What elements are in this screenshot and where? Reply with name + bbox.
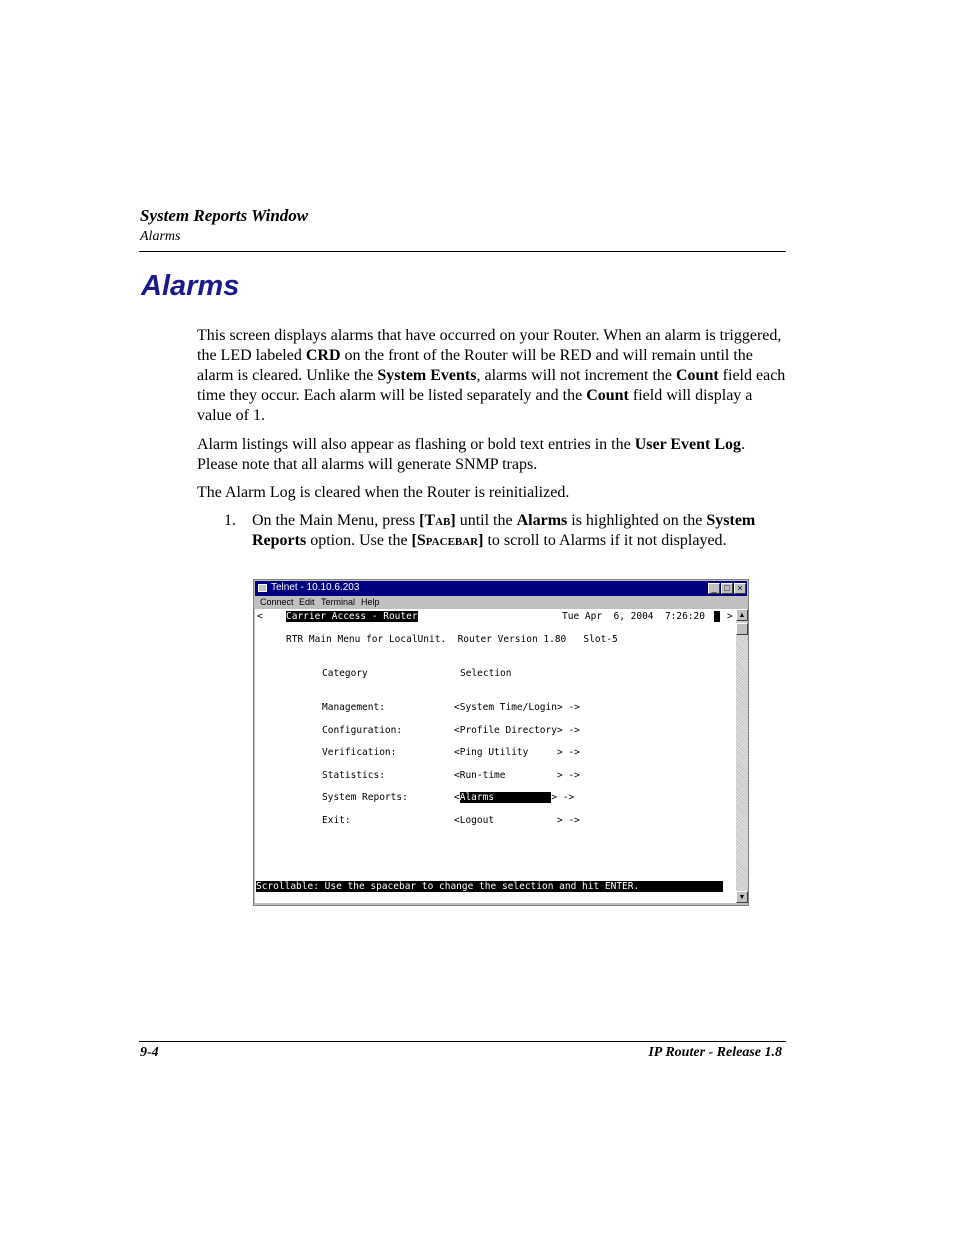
step-alarms: Alarms — [516, 512, 568, 529]
category-configuration: Configuration: — [322, 725, 403, 736]
scroll-thumb[interactable] — [736, 623, 748, 635]
selection-exit[interactable]: <Logout > -> — [454, 815, 580, 826]
header-rule — [139, 251, 786, 252]
menu-help[interactable]: Help — [361, 597, 380, 607]
terminal-screen[interactable] — [255, 609, 736, 903]
step-text-i: to scroll to Alarms if it not displayed. — [483, 532, 727, 549]
vertical-scrollbar[interactable] — [736, 609, 748, 903]
terminal-right-arrow: > — [727, 611, 733, 622]
step-text-c: until the — [455, 512, 517, 529]
menu-terminal[interactable]: Terminal — [321, 597, 356, 607]
p1-text-e: , alarms will not increment the — [476, 367, 676, 384]
header-subtitle: Alarms — [140, 229, 181, 244]
step-spacebar-key: [Spacebar] — [411, 532, 484, 549]
selection-open-bracket: < — [454, 792, 460, 803]
p1-text-i: field will display a value of 1. — [197, 387, 753, 424]
category-verification: Verification: — [322, 747, 397, 758]
step-text-g: option. Use the — [306, 532, 412, 549]
menu-edit[interactable]: Edit — [299, 597, 315, 607]
paragraph-1 — [197, 326, 789, 426]
selection-statistics[interactable]: <Run-time > -> — [454, 770, 580, 781]
footer-document-title: IP Router - Release 1.8 — [648, 1045, 782, 1060]
telnet-app-icon — [258, 584, 267, 592]
p2-user-event-log: User Event Log — [634, 436, 742, 453]
page-title: Alarms — [141, 270, 240, 302]
column-selection: Selection — [460, 668, 512, 679]
category-management: Management: — [322, 702, 385, 713]
scroll-down-button[interactable]: ▼ — [736, 891, 748, 903]
paragraph-3: The Alarm Log is cleared when the Router is reinitialized. — [197, 484, 570, 501]
step-text — [252, 511, 789, 551]
footer-rule — [139, 1041, 786, 1042]
category-statistics: Statistics: — [322, 770, 385, 781]
step-tab-key: [Tab] — [419, 512, 456, 529]
terminal-banner: Carrier Access - Router — [286, 611, 418, 622]
selection-configuration[interactable]: <Profile Directory> -> — [454, 725, 580, 736]
footer-page-number: 9-4 — [140, 1045, 159, 1060]
p2-text-c: . Please note that all alarms will generate SNMP traps. — [197, 436, 746, 473]
terminal-cursor: ​ — [714, 611, 720, 622]
selection-management[interactable]: <System Time/Login> -> — [454, 702, 580, 713]
selection-system-reports[interactable] — [454, 792, 574, 803]
telnet-title: Telnet - 10.10.6.203 — [271, 582, 360, 593]
p1-count-2: Count — [586, 387, 629, 404]
terminal-left-arrow: < — [257, 611, 263, 622]
menu-connect[interactable]: Connect — [260, 597, 294, 607]
terminal-menu-line: RTR Main Menu for LocalUnit. Router Version 1.80 Slot-5 — [286, 634, 618, 645]
step-text-e: is highlighted on the — [567, 512, 707, 529]
column-category: Category — [322, 668, 368, 679]
terminal-status-line: Scrollable: Use the spacebar to change the selection and hit ENTER. — [256, 881, 723, 892]
telnet-window — [253, 579, 749, 906]
step-system-reports: System Reports — [252, 512, 756, 549]
header-title: System Reports Window — [140, 206, 309, 225]
selection-highlight-alarms[interactable]: Alarms — [459, 792, 552, 803]
p1-system-events: System Events — [377, 367, 477, 384]
p1-count-1: Count — [675, 367, 719, 384]
category-system-reports: System Reports: — [322, 792, 408, 803]
telnet-titlebar[interactable] — [255, 581, 747, 596]
maximize-button[interactable]: □ — [721, 583, 733, 594]
p2-text-a: Alarm listings will also appear as flashing or bold text entries in the — [197, 436, 635, 453]
scroll-up-button[interactable]: ▲ — [736, 609, 748, 621]
close-button[interactable]: × — [734, 583, 746, 594]
p1-text-c: on the front of the Router will be RED and will remain until the alarm is cleared. Unlike the — [197, 347, 753, 384]
paragraph-2 — [197, 435, 789, 475]
telnet-menubar — [255, 597, 747, 609]
minimize-button[interactable]: _ — [708, 583, 720, 594]
step-number: 1. — [224, 512, 236, 529]
terminal-datetime: Tue Apr 6, 2004 7:26:20 — [562, 611, 705, 622]
p1-text-g: field each time they occur. Each alarm will be listed separately and the — [197, 367, 786, 404]
selection-close-arrow: > -> — [551, 792, 575, 803]
step-text-a: On the Main Menu, press — [252, 512, 420, 529]
selection-verification[interactable]: <Ping Utility > -> — [454, 747, 580, 758]
category-exit: Exit: — [322, 815, 351, 826]
p1-crd: CRD — [305, 347, 341, 364]
p1-text-a: This screen displays alarms that have occurred on your Router. When an alarm is triggered, the LED labeled — [197, 327, 782, 364]
